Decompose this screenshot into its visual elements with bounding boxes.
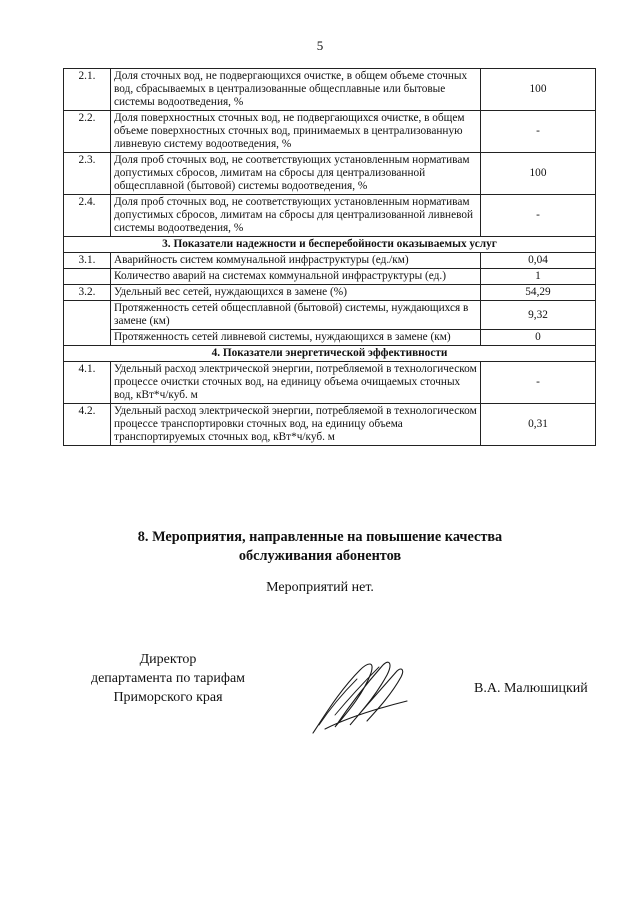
- indicator-value: 0,31: [481, 404, 596, 446]
- indicator-value: -: [481, 362, 596, 404]
- section-heading: [0, 528, 640, 566]
- indicator-name: Удельный вес сетей, нуждающихся в замене (%): [111, 285, 481, 301]
- indicator-name: Количество аварий на системах коммунальной инфраструктуры (ед.): [111, 269, 481, 285]
- row-number: 4.2.: [64, 404, 111, 446]
- indicator-value: 1: [481, 269, 596, 285]
- signatory-title-line2: департамента по тарифам: [90, 671, 246, 686]
- indicator-value: 0,04: [481, 253, 596, 269]
- table-row: [64, 269, 596, 285]
- handwritten-signature: [305, 655, 415, 740]
- section-row: [64, 346, 596, 362]
- table-row: [64, 301, 596, 330]
- table-row: [64, 153, 596, 195]
- indicator-name: Доля поверхностных сточных вод, не подвергающихся очистке, в общем объеме поверхностных сточных вод, принимаемых в централизованную ливневую систему водоотведения, %: [111, 111, 481, 153]
- section-heading-line1: 8. Мероприятия, направленные на повышение качества: [137, 529, 503, 545]
- indicator-name: Доля сточных вод, не подвергающихся очистке, в общем объеме сточных вод, сбрасываемых в централизованные общесплавные или бытовые системы водоотведения, %: [111, 69, 481, 111]
- table-row: [64, 285, 596, 301]
- page-number: 5: [316, 38, 324, 53]
- row-number: [64, 330, 111, 346]
- indicator-value: 100: [481, 153, 596, 195]
- row-number: 4.1.: [64, 362, 111, 404]
- table-row: [64, 111, 596, 153]
- indicator-name: Аварийность систем коммунальной инфраструктуры (ед./км): [111, 253, 481, 269]
- row-number: 3.1.: [64, 253, 111, 269]
- section-title: 4. Показатели энергетической эффективности: [64, 346, 596, 362]
- table-row: [64, 69, 596, 111]
- indicator-value: 100: [481, 69, 596, 111]
- row-number: [64, 301, 111, 330]
- row-number: 2.4.: [64, 195, 111, 237]
- indicator-name: Доля проб сточных вод, не соответствующих установленным нормативам допустимых сбросов, лимитам на сбросы для централизованной ливневой системы водоотведения, %: [111, 195, 481, 237]
- indicator-value: 54,29: [481, 285, 596, 301]
- table-row: [64, 330, 596, 346]
- indicator-value: -: [481, 195, 596, 237]
- section-row: [64, 237, 596, 253]
- indicators-table: [63, 68, 596, 446]
- signatory-title-line1: Директор: [139, 652, 197, 667]
- no-measures-note: Мероприятий нет.: [266, 580, 374, 595]
- signatory-name: В.А. Малюшицкий: [474, 681, 588, 696]
- row-number: [64, 269, 111, 285]
- row-number: 2.1.: [64, 69, 111, 111]
- indicator-name: Удельный расход электрической энергии, потребляемой в технологическом процессе очистки сточных вод, на единицу объема очищаемых сточных вод, кВт*ч/куб. м: [111, 362, 481, 404]
- indicator-value: 9,32: [481, 301, 596, 330]
- row-number: 2.3.: [64, 153, 111, 195]
- indicator-name: Удельный расход электрической энергии, потребляемой в технологическом процессе транспортировки сточных вод, на единицу объема транспортируемых сточных вод, кВт*ч/куб. м: [111, 404, 481, 446]
- row-number: 3.2.: [64, 285, 111, 301]
- section-title: 3. Показатели надежности и бесперебойности оказываемых услуг: [64, 237, 596, 253]
- indicator-name: Доля проб сточных вод, не соответствующих установленным нормативам допустимых сбросов, лимитам на сбросы для централизованной общесплавной (бытовой) системы водоотведения, %: [111, 153, 481, 195]
- table-row: [64, 195, 596, 237]
- table-row: [64, 362, 596, 404]
- indicator-value: 0: [481, 330, 596, 346]
- section-heading-line2: обслуживания абонентов: [238, 548, 402, 564]
- row-number: 2.2.: [64, 111, 111, 153]
- signatory-title-line3: Приморского края: [113, 690, 223, 705]
- signatory-title: [48, 650, 288, 707]
- indicator-name: Протяженность сетей общесплавной (бытовой) системы, нуждающихся в замене (км): [111, 301, 481, 330]
- table-row: [64, 404, 596, 446]
- indicator-name: Протяженность сетей ливневой системы, нуждающихся в замене (км): [111, 330, 481, 346]
- indicator-value: -: [481, 111, 596, 153]
- table-row: [64, 253, 596, 269]
